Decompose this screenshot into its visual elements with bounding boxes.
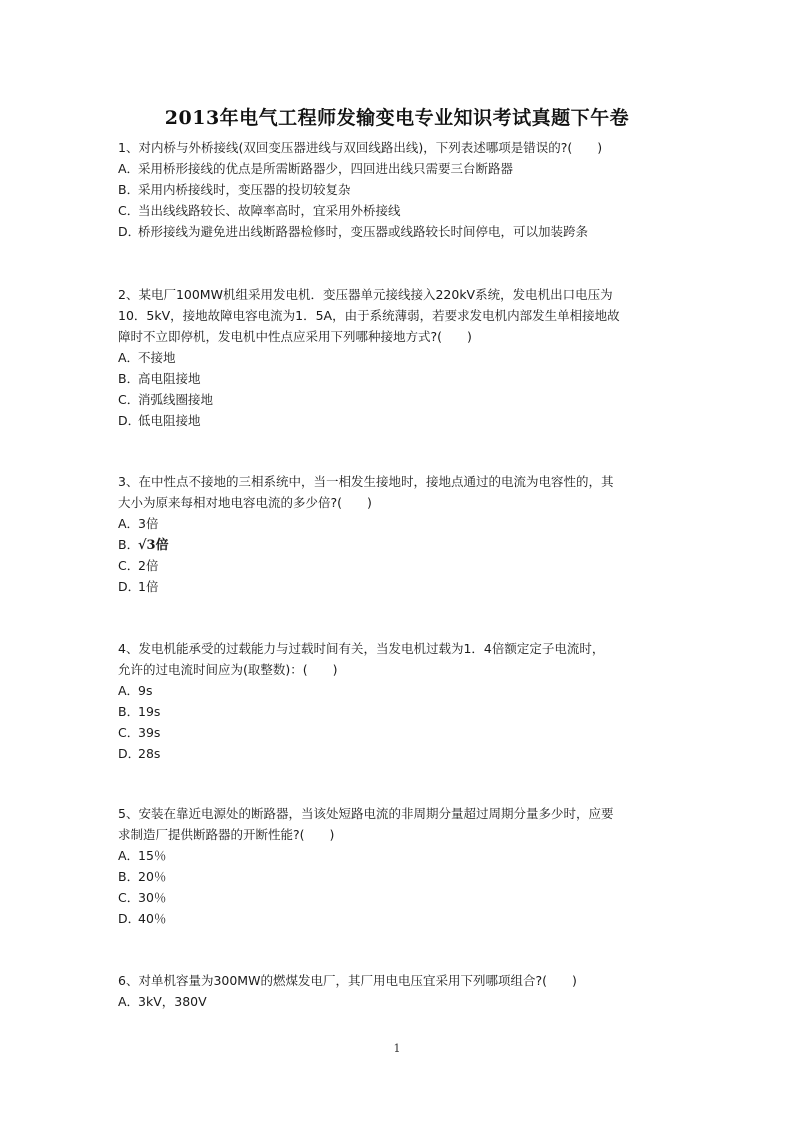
option-text: 9s [138,683,153,698]
option-text: 采用桥形接线的优点是所需断路器少，四回进出线只需要三台断路器 [138,161,514,176]
option-text: 2倍 [138,558,159,573]
question-4 [118,638,686,764]
question-text: 1、对内桥与外桥接线(双回变压器进线与双回线路出线)，下列表述哪项是错误的?( ) [118,140,603,155]
option-text: 高电阻接地 [138,371,201,386]
option-c [118,887,686,908]
option-key: D． [118,746,141,761]
option-a [118,158,686,179]
sqrt-formula: √3倍 [138,538,169,553]
option-key: C． [118,725,140,740]
option-text: 不接地 [138,350,176,365]
option-text: 低电阻接地 [138,413,201,428]
question-text: 障时不立即停机，发电机中性点应采用下列哪种接地方式?( ) [118,329,472,344]
option-key: B． [118,182,140,197]
option-key: B． [118,371,140,386]
question-text: 5、安装在靠近电源处的断路器，当该处短路电流的非周期分量超过周期分量多少时，应要 [118,806,614,821]
option-d [118,221,686,242]
option-c [118,200,686,221]
question-text: 6、对单机容量为300MW的燃煤发电厂，其厂用电电压宜采用下列哪项组合?( ) [118,973,577,988]
option-a [118,513,686,534]
question-text: 3、在中性点不接地的三相系统中，当一相发生接地时，接地点通过的电流为电容性的，其 [118,474,614,489]
option-text: 28s [138,746,161,761]
option-text: 消弧线圈接地 [138,392,214,407]
question-5 [118,803,686,929]
option-key: B． [118,537,140,552]
question-text: 大小为原来每相对地电容电流的多少倍?( ) [118,495,372,510]
option-b [118,701,686,722]
option-b [118,368,686,389]
option-key: B． [118,704,140,719]
option-d [118,410,686,431]
question-1 [118,137,686,242]
option-text: 39s [138,725,161,740]
option-key: C． [118,203,140,218]
option-key: A． [118,683,140,698]
option-key: D． [118,413,141,428]
document-title: 2013年电气工程师发输变电专业知识考试真题下午卷 [164,107,630,129]
option-key: C． [118,392,140,407]
option-key: A． [118,350,140,365]
option-c [118,555,686,576]
option-a [118,845,686,866]
option-key: C． [118,890,140,905]
question-2 [118,284,686,431]
option-key: A． [118,161,140,176]
option-d [118,743,686,764]
option-text: 桥形接线为避免进出线断路器检修时，变压器或线路较长时间停电，可以加装跨条 [138,224,589,239]
question-3 [118,471,686,597]
option-key: A． [118,848,140,863]
option-d [118,576,686,597]
question-6 [118,970,686,1012]
option-b [118,866,686,887]
page-number: 1 [393,1042,401,1055]
option-key: B． [118,869,140,884]
question-text: 求制造厂提供断路器的开断性能?( ) [118,827,335,842]
option-c [118,722,686,743]
question-text: 2、某电厂100MW机组采用发电机．变压器单元接线接入220kV系统，发电机出口电压为 [118,287,613,302]
option-key: D． [118,911,141,926]
option-text: 15％ [138,848,167,863]
option-text: 当出线线路较长、故障率高时，宜采用外桥接线 [138,203,401,218]
option-a [118,680,686,701]
option-text: 40％ [138,911,167,926]
option-key: A． [118,516,140,531]
option-key: D． [118,224,141,239]
option-b [118,179,686,200]
option-b [118,534,686,555]
option-text: 3倍 [138,516,159,531]
option-a [118,347,686,368]
option-key: A． [118,994,140,1009]
option-key: C． [118,558,140,573]
question-text: 10．5kV，接地故障电容电流为1．5A，由于系统薄弱，若要求发电机内部发生单相接地故 [118,308,620,323]
option-text: 19s [138,704,161,719]
question-text: 允许的过电流时间应为(取整数)：( ) [118,662,338,677]
option-d [118,908,686,929]
option-a [118,991,686,1012]
option-text: 3kV，380V [138,994,207,1009]
question-text: 4、发电机能承受的过载能力与过载时间有关，当发电机过载为1．4倍额定定子电流时， [118,641,605,656]
option-text: 1倍 [138,579,159,594]
option-text: 采用内桥接线时，变压器的投切较复杂 [138,182,351,197]
option-text: 30％ [138,890,167,905]
option-c [118,389,686,410]
option-key: D． [118,579,141,594]
option-text: 20％ [138,869,167,884]
